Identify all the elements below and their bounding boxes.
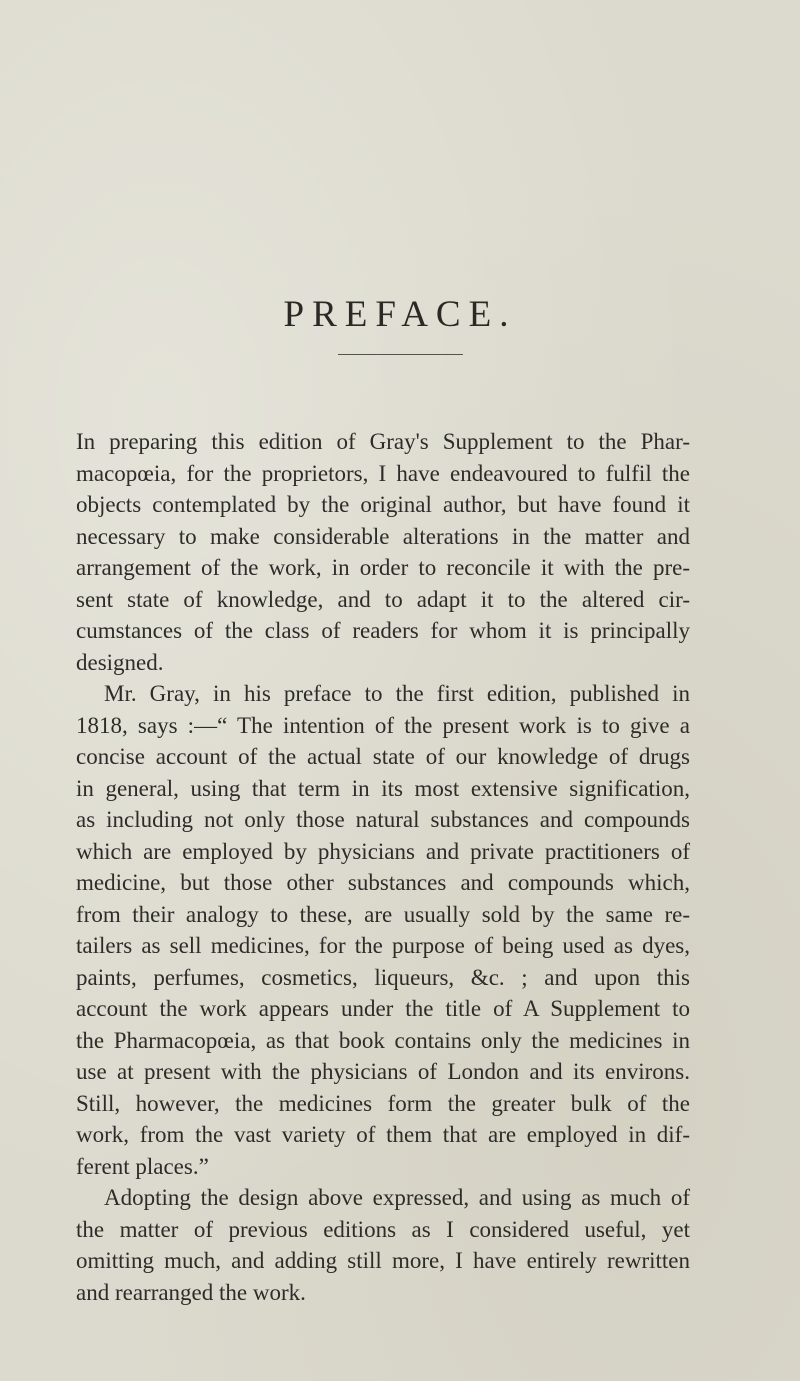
text-line: omitting much, and adding still more, I have entirely rewritten [76, 1248, 690, 1273]
text-line: concise account of the actual state of our knowledge of drugs [76, 744, 690, 769]
text-line: 1818, says :—“ The intention of the present work is to give a [76, 712, 690, 738]
text-line: Adopting the design above expressed, and using as much of [104, 1185, 690, 1210]
text-line: medicine, but those other substances and compounds which, [76, 870, 690, 895]
text-line: the matter of previous editions as I considered useful, yet [76, 1216, 690, 1242]
text-line: and rearranged the work. [76, 1279, 306, 1305]
text-line: from their analogy to these, are usually sold by the same re- [76, 901, 690, 927]
text-line: paints, perfumes, cosmetics, liqueurs, &c. ; and upon this [76, 964, 690, 990]
text-line: Still, however, the medicines form the greater bulk of the [76, 1090, 690, 1116]
preface-body [76, 426, 690, 1308]
page-title: PREFACE. [283, 294, 517, 335]
text-line: Mr. Gray, in his preface to the first edition, published in [104, 681, 690, 706]
text-line: ferent places.” [76, 1153, 209, 1179]
text-line: tailers as sell medicines, for the purpose of being used as dyes, [76, 933, 690, 958]
text-line: as including not only those natural substances and compounds [76, 807, 690, 832]
paragraph-2 [76, 678, 690, 1182]
title-rule-divider [338, 354, 463, 355]
text-line: In preparing this edition of Gray's Supplement to the Phar- [76, 429, 690, 454]
text-line: account the work appears under the title of A Supplement to [76, 996, 690, 1021]
paragraph-1 [76, 426, 690, 678]
text-line: in general, using that term in its most extensive signification, [76, 775, 690, 801]
paragraph-3 [76, 1182, 690, 1308]
text-line: the Pharmacopœia, as that book contains only the medicines in [76, 1027, 690, 1053]
text-line: which are employed by physicians and private practitioners of [76, 838, 690, 864]
text-line: cumstances of the class of readers for whom it is principally [76, 618, 690, 643]
text-line: sent state of knowledge, and to adapt it to the altered cir- [76, 586, 690, 612]
text-line: arrangement of the work, in order to reconcile it with the pre- [76, 555, 690, 580]
text-line: objects contemplated by the original author, but have found it [76, 492, 690, 517]
text-line: work, from the vast variety of them that are employed in dif- [76, 1122, 690, 1147]
text-line: use at present with the physicians of London and its environs. [76, 1059, 690, 1084]
text-line: necessary to make considerable alterations in the matter and [76, 523, 690, 549]
text-line: designed. [76, 649, 164, 675]
text-line: macopœia, for the proprietors, I have endeavoured to fulfil the [76, 460, 690, 486]
